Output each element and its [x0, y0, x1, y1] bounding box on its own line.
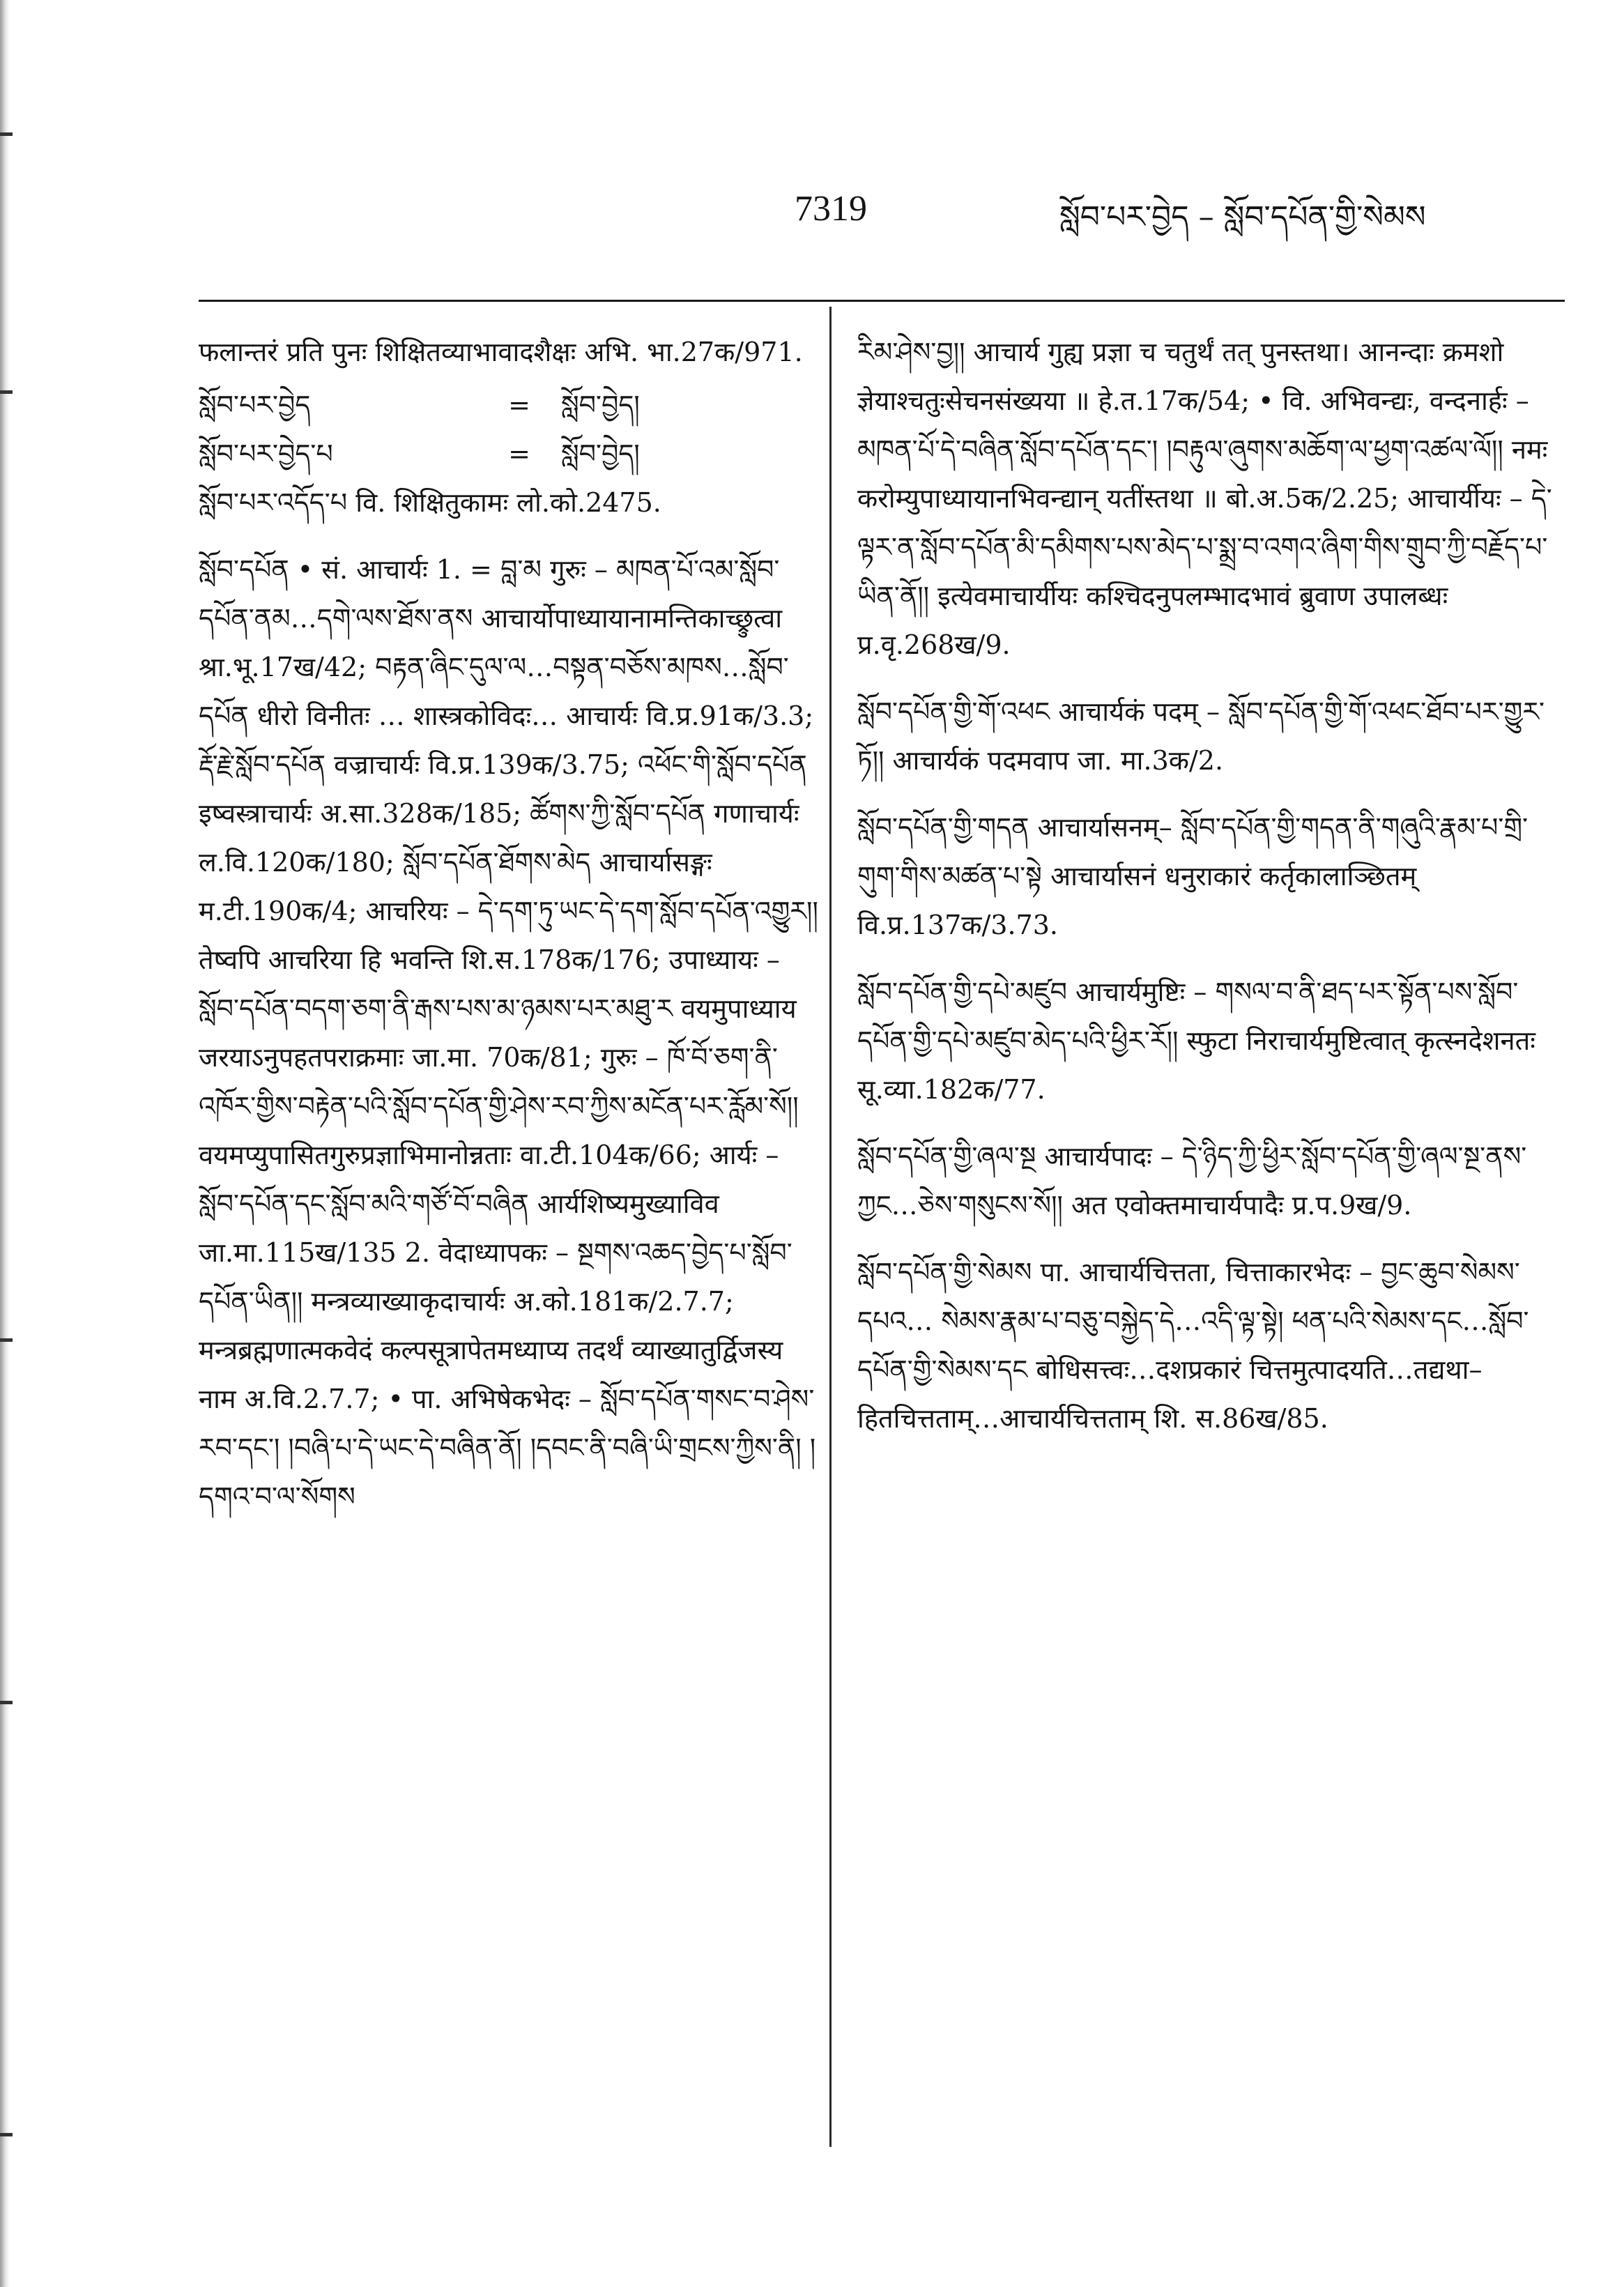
entry: སློབ་པར་འདོད་པ वि. शिक्षितुकामः लो.को.2475. — [199, 487, 661, 518]
entry: སློབ་དཔོན • सं. आचार्यः 1. = བླ་མ गुरुः – མཁན་པོ་འམ་སློབ་དཔོན་ནམ…དགེ་ལས་ཐོས་ནས आचार्योपाध्यायानामन्तिकाच्छ्रुत्वा श्रा.भू.17ख/42; བརྟན་ཞིང་དུལ་ལ…བསྟན་བཅོས་མཁས…སློབ་དཔོན धीरो विनीतः … शास्त्रकोविदः… आचार्यः वि.प्र.91क/3.3; རྡོ་རྗེ་སློབ་དཔོན वज्राचार्यः वि.प्र.139क/3.75; འཕོང་གི་སློབ་དཔོན इष्वस्त्राचार्यः अ.सा.328क/185; ཚོགས་ཀྱི་སློབ་དཔོན गणाचार्यः ल.वि.120क/180; སློབ་དཔོན་ཐོགས་མེད आचार्यासङ्गः म.टी.190क/4; आचरियः – དེ་དག་ཏུ་ཡང་དེ་དག་སློབ་དཔོན་འགྱུར།། तेष्वपि आचरिया हि भवन्ति शि.स.178क/176; उपाध्यायः – སློབ་དཔོན་བདག་ཅག་ནི་རྒས་པས་མ་ཉམས་པར་མཐུ་ར वयमुपाध्याय जरयाऽनुपहतपराक्रमाः जा.मा. 70क/81; गुरुः – ཁོ་བོ་ཅག་ནི་འཁོར་གྱིས་བརྟེན་པའི་སློབ་དཔོན་གྱི་ཤེས་རབ་ཀྱིས་མངོན་པར་རློམ་སོ།། वयमप्युपासितगुरुप्रज्ञाभिमानोन्नताः वा.टी.104क/66; आर्यः – སློབ་དཔོན་དང་སློབ་མའི་གཙོ་བོ་བཞིན आर्यशिष्यमुख्याविव जा.मा.115ख/135 2. वेदाध्यापकः – སྔགས་འཆད་བྱེད་པ་སློབ་དཔོན་ཡིན།། मन्त्रव्याख्याकृदाचार्यः अ.को.181क/2.7.7; मन्त्रब्रह्मणात्मकवेदं कल्पसूत्रापेतमध्याप्य तदर्थं व्याख्यातुर्द्विजस्य नाम अ.वि.2.7.7; • पा. अभिषेकभेदः – སློབ་དཔོན་གསང་བ་ཤེས་རབ་དང་། །བཞི་པ་དེ་ཡང་དེ་བཞིན་ནོ། །དབང་ནི་བཞི་ཡི་གྲངས་ཀྱིས་ནི། །དགའ་བ་ལ་སོགས — [199, 554, 818, 1512]
headword: སློབ་པར་བྱེད་པ — [199, 438, 333, 469]
header-rule — [199, 300, 1565, 302]
entry: སློབ་དཔོན་གྱི་གོ་འཕང आचार्यकं पदम् – སློབ་དཔོན་གྱི་གོ་འཕང་ཐོབ་པར་གྱུར་ཏོ།། आचार्यकं पदमवाप जा. मा.3क/2. — [857, 696, 1545, 776]
right-column — [857, 328, 1561, 1447]
entry: སློབ་དཔོན་གྱི་དཔེ་མཛུབ आचार्यमुष्टिः – གསལ་བ་ནི་ཐད་པར་སྟོན་པས་སློབ་དཔོན་གྱི་དཔེ་མཛུབ་མེད་པའི་ཕྱིར་རོ།། स्फुटा निराचार्यमुष्टित्वात् कृत्स्नदेशनतः सू.व्या.182क/77. — [857, 977, 1535, 1105]
edge-mark — [0, 1338, 13, 1342]
reference-target: སློབ་བྱེད། — [561, 438, 640, 469]
edge-mark — [0, 390, 13, 394]
page-number: 7319 — [795, 189, 867, 229]
equals-sign: = — [508, 438, 530, 469]
entry: རིམ་ཤེས་བྱ།། आचार्य गुह्य प्रज्ञा च चतुर्थं तत् पुनस्तथा। आनन्दाः क्रमशो ज्ञेयाश्चतुःसेचनसंख्यया ॥ हे.त.17क/54; • वि. अभिवन्द्यः, वन्दनार्हः – མཁན་པོ་དེ་བཞིན་སློབ་དཔོན་དང་། །བརྟུལ་ཞུགས་མཆོག་ལ་ཕྱག་འཚལ་ལོ།། नमः करोम्युपाध्यायानभिवन्द्यान् यतींस्तथा ॥ बो.अ.5क/2.25; आचार्यीयः – དེ་ལྟར་ན་སློབ་དཔོན་མི་དམིགས་པས་མེད་པ་སྨྲ་བ་འགའ་ཞིག་གིས་གྲུབ་ཀྱི་བརྗོད་པ་ཡིན་ནོ།། इत्येवमाचार्यीयः कश्चिदनुपलम्भादभावं ब्रुवाण उपालब्धः प्र.वृ.268ख/9. — [857, 337, 1552, 660]
cross-reference-row — [199, 381, 826, 429]
running-header: སློབ་པར་བྱེད – སློབ་དཔོན་གྱི་སེམས — [1059, 199, 1426, 235]
column-divider — [829, 307, 832, 2147]
reference-target: སློབ་བྱེད། — [561, 390, 640, 420]
headword: སློབ་པར་བྱེད — [199, 390, 311, 420]
entry: फलान्तरं प्रति पुनः शिक्षितव्याभावादशैक्षः अभि. भा.27क/971. — [199, 337, 803, 367]
scan-edge — [0, 0, 10, 2287]
equals-sign: = — [508, 390, 530, 420]
edge-mark — [0, 1701, 13, 1704]
edge-mark — [0, 2133, 13, 2136]
entry: སློབ་དཔོན་གྱི་ཞལ་སྔ आचार्यपादः – དེ་ཉིད་ཀྱི་ཕྱིར་སློབ་དཔོན་གྱི་ཞལ་སྔ་ནས་ཀྱང…ཅེས་གསུངས་སོ།། अत एवोक्तमाचार्यपादैः प्र.प.9ख/9. — [857, 1141, 1527, 1221]
cross-reference-row — [199, 429, 826, 478]
entry: སློབ་དཔོན་གྱི་གདན आचार्यासनम्– སློབ་དཔོན་གྱི་གདན་ནི་གཞུའི་རྣམ་པ་གྲི་གུག་གིས་མཚན་པ་སྟེ आचार्यासनं धनुराकारं कर्तृकालाञ्छितम् वि.प्र.137क/3.73. — [857, 812, 1529, 940]
entry: སློབ་དཔོན་གྱི་སེམས पा. आचार्यचित्तता, चित्ताकारभेदः – བྱང་ཆུབ་སེམས་དཔའ… སེམས་རྣམ་པ་བཅུ་བསྐྱེད་དེ…འདི་ལྟ་སྟེ། ཕན་པའི་སེམས་དང…སློབ་དཔོན་གྱི་སེམས་དང बोधिसत्त्वः…दशप्रकारं चित्तमुत्पादयति…तद्यथा–हितचित्तताम्…आचार्यचित्तताम् शि. स.86ख/85. — [857, 1257, 1529, 1434]
edge-mark — [0, 132, 13, 136]
left-column — [199, 328, 826, 1525]
